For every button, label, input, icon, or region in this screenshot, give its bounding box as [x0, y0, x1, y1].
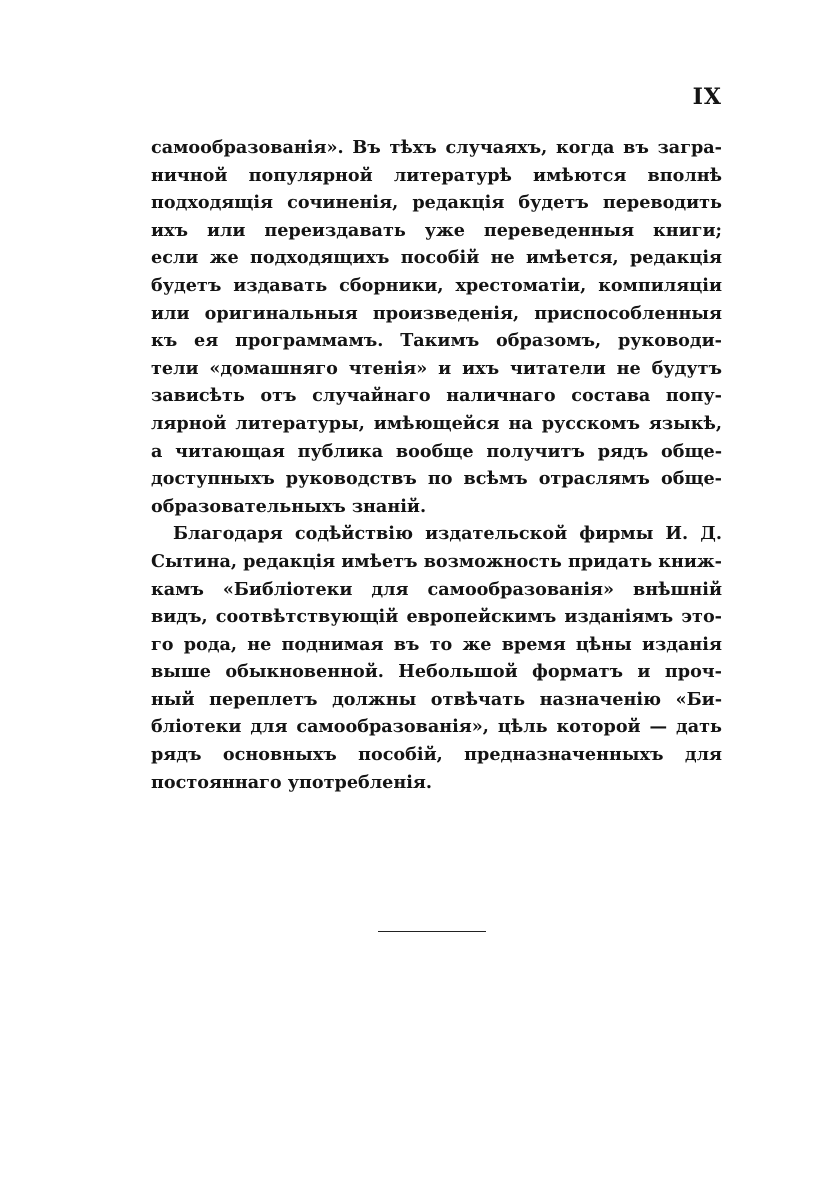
text-line: или оригинальныя произведенія, приспособленныя: [151, 302, 722, 324]
text-line: самообразованія». Въ тѣхъ случаяхъ, когда въ загра-: [151, 137, 722, 158]
text-line: зависѣть отъ случайнаго наличнаго состава попу-: [151, 385, 722, 407]
text-line: го рода, не поднимая въ то же время цѣны изданія: [151, 633, 722, 655]
text-line: камъ «Библіотеки для самообразованія» внѣшній: [151, 578, 722, 600]
text-line: подходящія сочиненія, редакція будетъ переводить: [151, 192, 722, 214]
text-line: рядъ основныхъ пособій, предназначенныхъ для: [151, 744, 722, 766]
text-line: доступныхъ руководствъ по всѣмъ отраслямъ обще-: [151, 468, 722, 490]
text-line: тели «домашняго чтенія» и ихъ читатели не будутъ: [151, 357, 722, 379]
text-line: а читающая публика вообще получитъ рядъ обще-: [151, 440, 722, 462]
text-line: выше обыкновенной. Небольшой форматъ и проч-: [151, 661, 722, 683]
body-text: [151, 134, 722, 796]
text-line: ничной популярной литературѣ имѣются вполнѣ: [151, 164, 722, 186]
text-line: ихъ или переиздавать уже переведенныя книги;: [151, 219, 722, 241]
text-line: Благодаря содѣйствію издательской фирмы И. Д.: [173, 523, 722, 545]
text-line: Сытина, редакція имѣетъ возможность придать книж-: [151, 550, 722, 572]
text-line: бліотеки для самообразованія», цѣль которой — дать: [151, 716, 722, 738]
text-line: постояннаго употребленія.: [151, 771, 433, 793]
text-line: видъ, соотвѣтствующій европейскимъ изданіямъ это-: [151, 606, 722, 628]
text-line: ный переплетъ должны отвѣчать назначенію «Би-: [151, 688, 722, 710]
paragraph-2: [151, 520, 722, 796]
section-end-rule: [378, 931, 486, 932]
text-line: образовательныхъ знаній.: [151, 495, 427, 517]
page-number: IX: [692, 84, 722, 110]
text-line: если же подходящихъ пособій не имѣется, редакція: [151, 247, 722, 269]
text-line: будетъ издавать сборники, хрестоматіи, компиляціи: [151, 274, 722, 296]
paragraph-1: [151, 134, 722, 520]
text-line: къ ея программамъ. Такимъ образомъ, руководи-: [151, 330, 722, 352]
text-line: лярной литературы, имѣющейся на русскомъ языкѣ,: [151, 412, 722, 434]
